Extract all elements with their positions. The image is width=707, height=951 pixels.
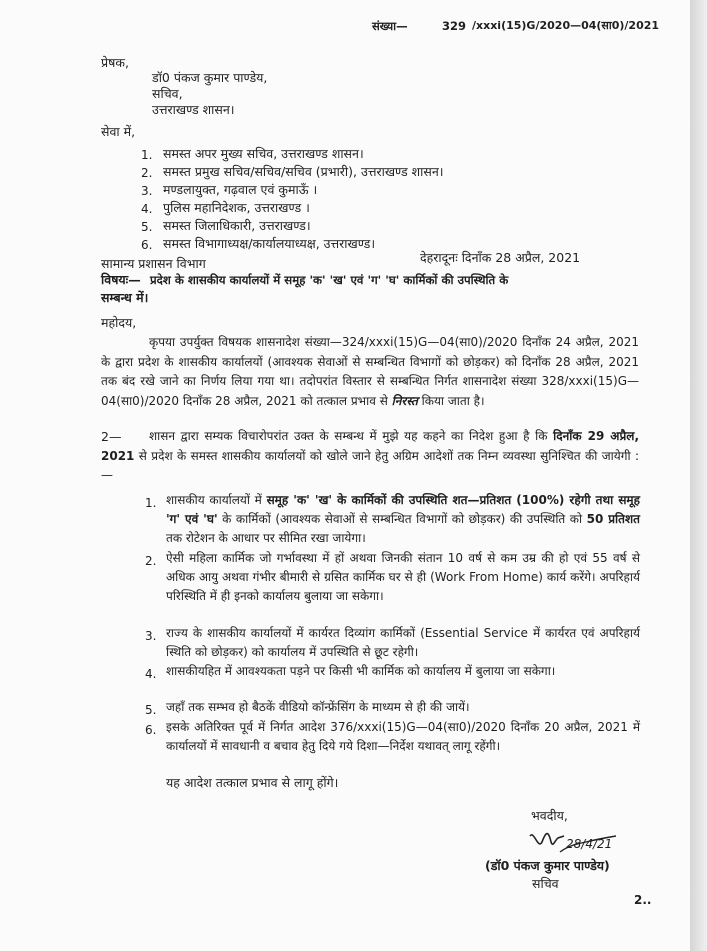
addressee-number: 6. <box>141 238 153 252</box>
addressee-number: 3. <box>141 184 153 198</box>
point-1-percent: 50 प्रतिशत <box>586 512 640 526</box>
sender-designation: सचिव, <box>152 86 183 101</box>
point-number: 1. <box>145 496 157 510</box>
point-number: 2. <box>145 554 157 568</box>
point-number: 3. <box>145 629 157 643</box>
paragraph-2-number: 2— <box>101 429 122 444</box>
addressee-number: 2. <box>141 166 153 180</box>
addressee-number: 1. <box>141 148 153 162</box>
paragraph-1-text: कृपया उपर्युक्त विषयक शासनादेश संख्या—324/xxxi(15)G—04(सा0)/2020 दिनाँक 24 अप्रैल, 2021 के द्वारा प्रदेश के शासकीय कार्यालयों (आवश्यक सेवाओं से सम्बन्धित विभागों को छोड़कर) को दिनाँक 28 अप्रैल, 2021 तक बंद रखे जाने का निर्णय लिया गया था। तदोपरांत विस्तार से सम्बन्धित निर्गत शासनादेश संख्या 328/xxxi(15)G—04(सा0)/2020 दिनाँक 28 अप्रैल, 2021 को तत्काल प्रभाव से <box>101 335 639 408</box>
ref-number: 329 <box>442 19 467 33</box>
valediction: भवदीय, <box>531 808 568 823</box>
closing-line: यह आदेश तत्काल प्रभाव से लागू होंगे। <box>166 775 339 790</box>
subject-line-2: सम्बन्ध में। <box>101 290 149 305</box>
paragraph-1 <box>101 333 639 411</box>
point-3: राज्य के शासकीय कार्यालयों में कार्यरत दिव्यांग कार्मिकों (Essential Service में कार्यरत एवं अपरिहार्य स्थिति को छोड़कर) को कार्यालय में उपस्थिति से छूट रहेगी। <box>166 626 640 659</box>
ref-code: /xxxi(15)G/2020—04(सा0)/2021 <box>472 19 660 32</box>
paragraph-2-text: शासन द्वारा सम्यक विचारोपरांत उक्त के सम्बन्ध में मुझे यह कहने का निदेश हुआ है कि <box>149 429 554 443</box>
addressee-item: पुलिस महानिदेशक, उत्तराखण्ड । <box>163 200 310 215</box>
department: सामान्य प्रशासन विभाग <box>101 256 206 271</box>
point-2: ऐसी महिला कार्मिक जो गर्भावस्था में हों अथवा जिनकी संतान 10 वर्ष से कम उम्र की हो एवं 55 वर्ष से अधिक आयु अथवा गंभीर बीमारी से ग्रसित कार्मिक घर से ही (Work From Home) कार्य करेंगे। अपरिहार्य परिस्थिति में ही इनको कार्यालय बुलाया जा सकेगा। <box>166 551 640 603</box>
point-number: 6. <box>145 723 157 737</box>
point-1-text: शासकीय कार्यालयों में <box>166 493 267 507</box>
subject-line-1: प्रदेश के शासकीय कार्यालयों में समूह 'क' 'ख' एवं 'ग' 'घ' कार्मिकों की उपस्थिति के <box>150 273 509 287</box>
paragraph-2 <box>101 427 639 486</box>
page-marker: 2.. <box>634 893 652 907</box>
sender-label: प्रेषक, <box>101 55 129 70</box>
signature-date: 28/4/21 <box>566 837 613 851</box>
point-number: 4. <box>145 667 157 681</box>
point-1-text-mid: के कार्मिकों (आवश्यक सेवाओं से सम्बन्धित विभागों को छोड़कर) की उपस्थिति को <box>217 512 587 526</box>
signatory-designation: सचिव <box>532 876 559 891</box>
addressee-number: 5. <box>141 220 153 234</box>
subject-label: विषयः— <box>101 272 141 287</box>
addressee-item: समस्त जिलाधिकारी, उत्तराखण्ड। <box>163 218 311 233</box>
place-date: देहरादूनः दिनाँक 28 अप्रैल, 2021 <box>420 250 581 265</box>
point-6: इसके अतिरिक्त पूर्व में निर्गत आदेश 376/xxxi(15)G—04(सा0)/2020 दिनाँक 20 अप्रैल, 2021 में कार्यालयों में सावधानी व बचाव हेतु दिये गये दिशा—निर्देश यथावत् लागू रहेंगी। <box>166 720 640 753</box>
paragraph-2-text-end: से प्रदेश के समस्त शासकीय कार्यालयों को खोले जाने हेतु अग्रिम आदेशों तक निम्न व्यवस्था सुनिश्चित की जायेगी :— <box>101 448 639 482</box>
addressee-number: 4. <box>141 202 153 216</box>
addressee-item: मण्डलायुक्त, गढ़वाल एवं कुमाऊँ । <box>163 182 318 197</box>
point-4: शासकीयहित में आवश्यकता पड़ने पर किसी भी कार्मिक को कार्यालय में बुलाया जा सकेगा। <box>166 664 556 678</box>
addressee-item: समस्त प्रमुख सचिव/सचिव/सचिव (प्रभारी), उत्तराखण्ड शासन। <box>163 164 444 179</box>
ref-label: संख्या— <box>372 19 408 33</box>
salutation: महोदय, <box>101 315 137 330</box>
to-label: सेवा में, <box>101 124 136 139</box>
point-1-emphasis: समूह 'क' 'ख' के कार्मिकों की उपस्थिति शत—प्रतिशत (100%) रहेगी तथा समूह 'ग' एवं 'घ' <box>166 493 640 526</box>
sender-office: उत्तराखण्ड शासन। <box>152 102 235 117</box>
sender-name: डॉ0 पंकज कुमार पाण्डेय, <box>152 70 268 85</box>
point-1 <box>166 491 640 548</box>
point-5: जहाँ तक सम्भव हो बैठकें वीडियो कॉन्फ्रेंसिंग के माध्यम से ही की जायें। <box>166 700 470 714</box>
point-number: 5. <box>145 703 157 717</box>
paragraph-1-text-end: किया जाता है। <box>417 393 485 408</box>
signatory-name: (डॉ0 पंकज कुमार पाण्डेय) <box>485 858 610 873</box>
paragraph-2-date: दिनाँक 29 अप्रैल, 2021 <box>101 429 639 463</box>
page-edge-background <box>690 0 707 951</box>
point-1-text-end: तक रोटेशन के आधार पर सीमित रखा जायेगा। <box>166 531 366 545</box>
paragraph-1-emphasis: निरस्त <box>391 393 418 408</box>
handwritten-signature <box>524 822 620 862</box>
addressee-item: समस्त अपर मुख्य सचिव, उत्तराखण्ड शासन। <box>163 146 364 161</box>
addressee-item: समस्त विभागाध्यक्ष/कार्यालयाध्यक्ष, उत्तराखण्ड। <box>163 236 376 251</box>
